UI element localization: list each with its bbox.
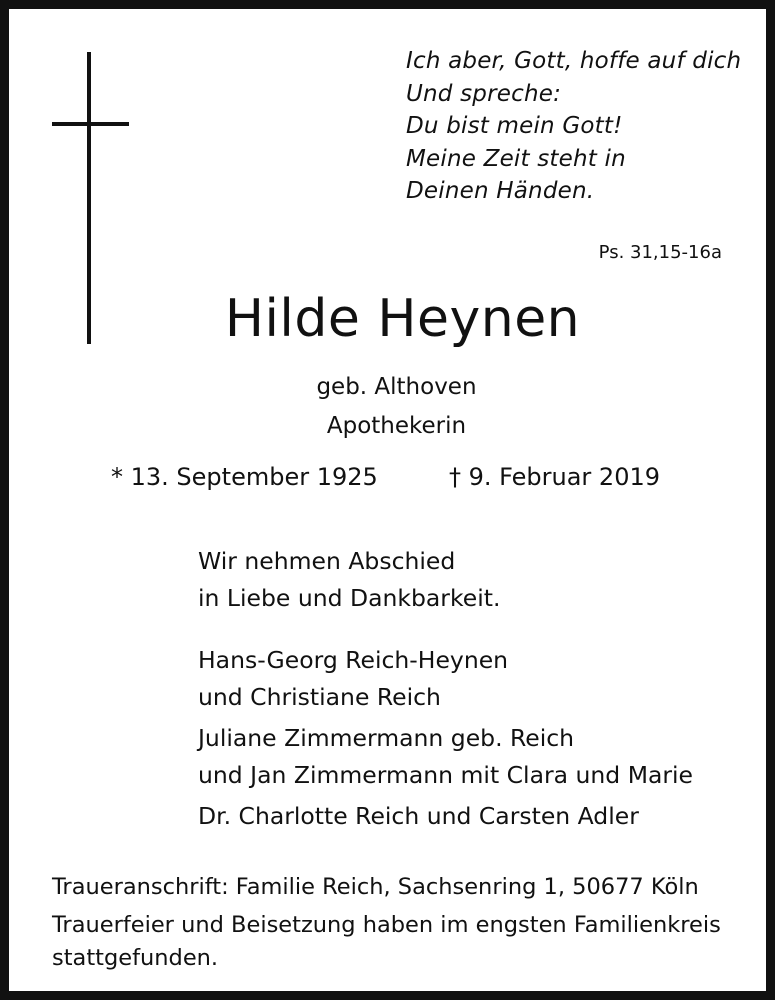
mourner-line: und Christiane Reich <box>198 683 441 711</box>
mourner-group <box>198 720 693 794</box>
farewell-line: Wir nehmen Abschied <box>198 547 456 575</box>
psalm-line: Du bist mein Gott! <box>406 113 623 139</box>
profession: Apothekerin <box>326 413 467 439</box>
mourner-group <box>198 798 639 835</box>
deceased-name: Hilde Heynen <box>224 289 581 349</box>
death-date: † 9. Februar 2019 <box>449 463 661 491</box>
ceremony-line: stattgefunden. <box>52 945 219 971</box>
psalm-line: Meine Zeit steht in <box>406 145 626 172</box>
ceremony-note <box>52 909 721 975</box>
psalm-line: Ich aber, Gott, hoffe auf dich <box>406 48 742 74</box>
mourner-line: Dr. Charlotte Reich und Carsten Adler <box>198 802 639 830</box>
mourner-line: Juliane Zimmermann geb. Reich <box>198 724 575 752</box>
mourner-line: Hans-Georg Reich-Heynen <box>198 646 509 674</box>
mourning-address: Traueranschrift: Familie Reich, Sachsenring 1, 50677 Köln <box>52 874 699 900</box>
ceremony-line: Trauerfeier und Beisetzung haben im engsten Familienkreis <box>52 912 721 938</box>
farewell-line: in Liebe und Dankbarkeit. <box>198 584 501 612</box>
birth-name: geb. Althoven <box>316 374 477 400</box>
birth-date: * 13. September 1925 <box>111 463 378 491</box>
mourner-group <box>198 642 508 716</box>
farewell-text <box>198 543 500 617</box>
psalm-quote <box>406 45 741 208</box>
mourner-line: und Jan Zimmermann mit Clara und Marie <box>198 761 694 789</box>
psalm-reference: Ps. 31,15-16a <box>598 242 722 263</box>
psalm-line: Und spreche: <box>406 80 562 107</box>
cross-horizontal-bar <box>52 122 129 126</box>
psalm-line: Deinen Händen. <box>406 178 595 204</box>
